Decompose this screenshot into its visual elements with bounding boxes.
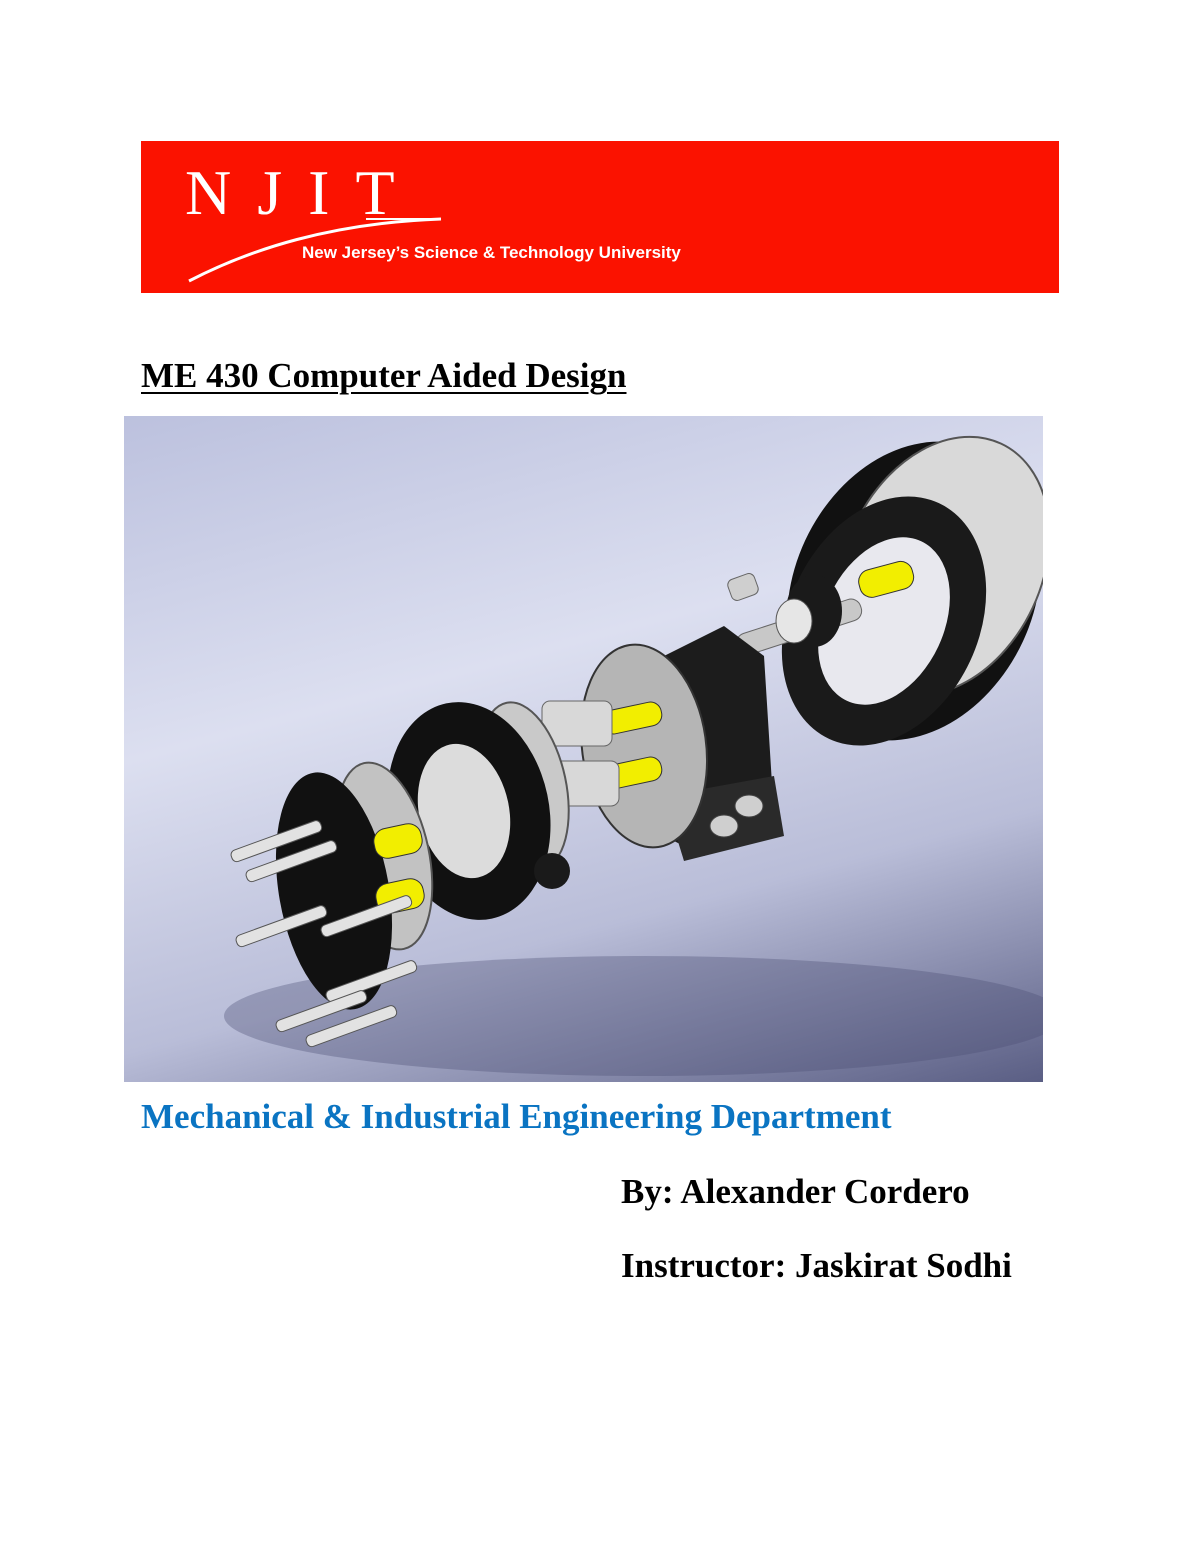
njit-wordmark: NJIT — [185, 157, 421, 228]
assembly-render — [124, 416, 1043, 1082]
njit-logo-banner — [141, 141, 1059, 293]
coupling-bore — [776, 599, 812, 643]
instructor-line: Instructor: Jaskirat Sodhi — [621, 1246, 1012, 1285]
pump-port — [534, 853, 570, 889]
shaft-key — [726, 572, 760, 602]
foot-hole-left — [710, 815, 738, 837]
wheel-part — [740, 416, 1043, 782]
course-title: ME 430 Computer Aided Design — [141, 356, 627, 395]
author-line: By: Alexander Cordero — [621, 1172, 970, 1211]
department-heading: Mechanical & Industrial Engineering Department — [141, 1097, 892, 1136]
foot-hole-right — [735, 795, 763, 817]
njit-logo — [141, 141, 1059, 293]
assembly-illustration — [124, 416, 1043, 1082]
njit-tagline: New Jersey’s Science & Technology University — [302, 243, 681, 262]
